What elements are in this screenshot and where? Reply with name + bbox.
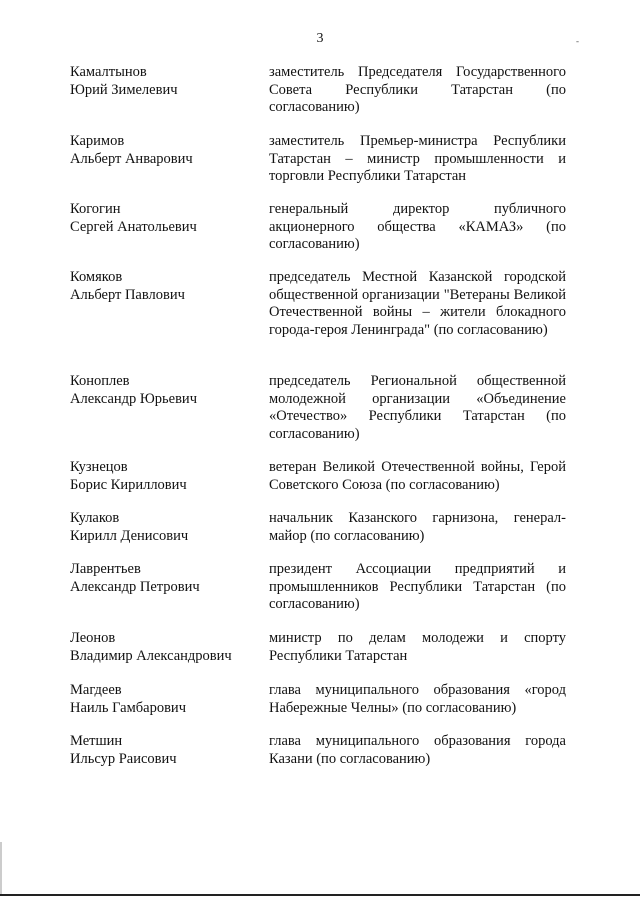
member-role: заместитель Премьер-министра Республики Татарстан – министр промышленности и торговли Республики Татарстан (269, 133, 566, 184)
member-name (70, 373, 260, 408)
member-surname: Коноплев (70, 373, 130, 389)
member-name (70, 682, 260, 717)
member-given-names: Альберт Анварович (70, 150, 193, 167)
scan-bottom-edge (0, 894, 640, 896)
member-role: министр по делам молодежи и спорту Республики Татарстан (269, 630, 566, 664)
member-name (70, 510, 260, 545)
member-name (70, 269, 260, 304)
member-given-names: Наиль Гамбарович (70, 699, 186, 716)
member-surname: Метшин (70, 733, 123, 749)
member-surname: Леонов (70, 630, 116, 646)
member-role: начальник Казанского гарнизона, генерал-майор (по согласованию) (269, 510, 566, 544)
member-given-names: Борис Кириллович (70, 476, 187, 493)
scan-left-edge (0, 842, 2, 894)
member-given-names: Сергей Анатольевич (70, 218, 197, 235)
member-given-names: Александр Петрович (70, 578, 200, 595)
member-surname: Лаврентьев (70, 561, 141, 577)
member-name (70, 733, 260, 768)
member-role: глава муниципального образования города Казани (по согласованию) (269, 733, 566, 767)
member-surname: Магдеев (70, 682, 122, 698)
member-surname: Кулаков (70, 510, 120, 526)
scan-mark: - (576, 36, 579, 46)
member-given-names: Кирилл Денисович (70, 527, 189, 544)
member-role: председатель Региональной общественной молодежной организации «Объединение «Отечество» Республики Татарстан (по согласованию) (269, 373, 566, 442)
member-given-names: Александр Юрьевич (70, 390, 197, 407)
member-role: президент Ассоциации предприятий и промышленников Республики Татарстан (по согласованию) (269, 561, 566, 612)
member-name (70, 64, 260, 99)
member-name (70, 561, 260, 596)
member-given-names: Альберт Павлович (70, 286, 185, 303)
member-name (70, 630, 260, 665)
member-name (70, 133, 260, 168)
member-role: председатель Местной Казанской городской общественной организации "Ветераны Великой Отечественной войны – жители блокадного города-героя Ленинграда" (по согласованию) (269, 269, 566, 338)
member-given-names: Владимир Александрович (70, 647, 232, 664)
member-surname: Каримов (70, 133, 125, 149)
member-role: ветеран Великой Отечественной войны, Герой Советского Союза (по согласованию) (269, 459, 566, 493)
member-given-names: Юрий Зимелевич (70, 81, 178, 98)
member-role: глава муниципального образования «город Набережные Челны» (по согласованию) (269, 682, 566, 716)
member-name (70, 459, 260, 494)
member-given-names: Ильсур Раисович (70, 750, 177, 767)
page-number: 3 (316, 31, 324, 46)
member-name (70, 201, 260, 236)
member-role: заместитель Председателя Государственного Совета Республики Татарстан (по согласованию) (269, 64, 566, 115)
member-role: генеральный директор публичного акционерного общества «КАМАЗ» (по согласованию) (269, 201, 566, 252)
member-surname: Кузнецов (70, 459, 128, 475)
member-surname: Когогин (70, 201, 121, 217)
member-surname: Комяков (70, 269, 123, 285)
member-surname: Камалтынов (70, 64, 147, 80)
